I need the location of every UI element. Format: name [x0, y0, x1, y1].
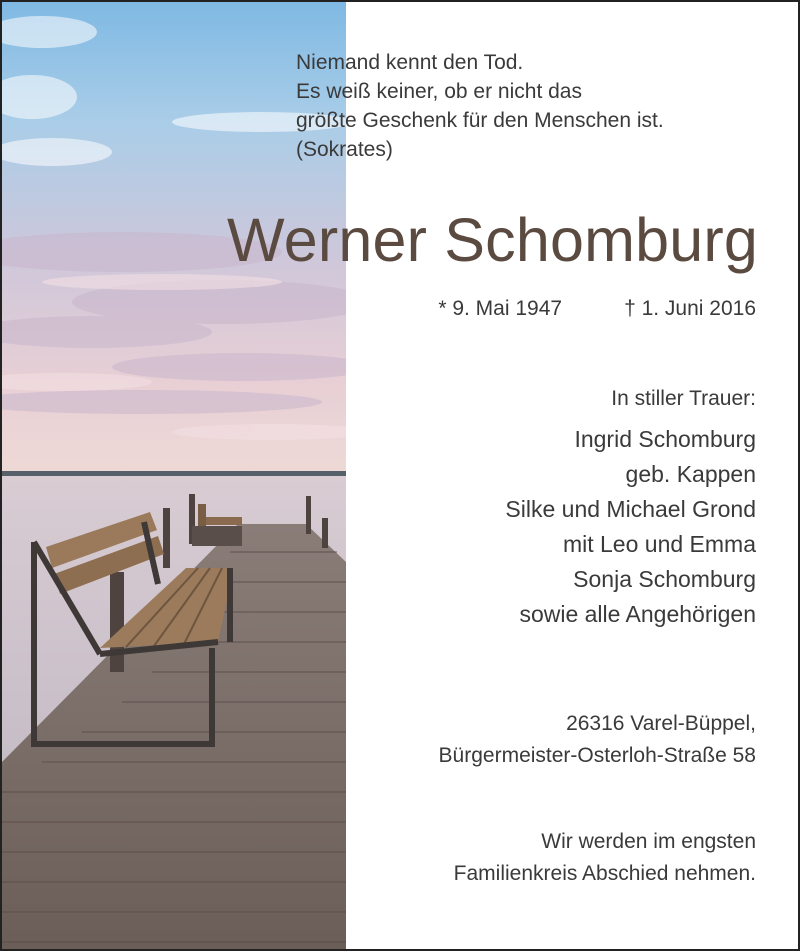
mourners-section — [316, 384, 756, 632]
deceased-name: Werner Schomburg — [227, 206, 758, 274]
closing-note — [316, 826, 756, 890]
quote-line: Es weiß keiner, ob er nicht das — [296, 80, 582, 103]
closing-line: Wir werden im engsten — [541, 830, 756, 853]
mourner-line: mit Leo und Emma — [562, 531, 756, 557]
mourner-line: Sonja Schomburg — [573, 566, 756, 592]
mourner-line: geb. Kappen — [625, 461, 756, 487]
mourners-heading: In stiller Trauer: — [611, 387, 756, 410]
jetty-lake-photo — [2, 2, 346, 949]
quote — [296, 48, 756, 164]
address-line: 26316 Varel-Büppel, — [566, 712, 756, 735]
quote-line: Niemand kennt den Tod. — [296, 51, 524, 74]
mourner-line: sowie alle Angehörigen — [519, 601, 756, 627]
closing-line: Familienkreis Abschied nehmen. — [453, 862, 756, 885]
quote-author: (Sokrates) — [296, 138, 393, 161]
life-dates — [438, 294, 756, 324]
mourner-line: Silke und Michael Grond — [505, 496, 756, 522]
quote-line: größte Geschenk für den Menschen ist. — [296, 109, 664, 132]
address-line: Bürgermeister-Osterloh-Straße 58 — [438, 744, 756, 767]
birth-date: * 9. Mai 1947 — [438, 297, 563, 320]
death-date: † 1. Juni 2016 — [624, 297, 756, 320]
mourner-line: Ingrid Schomburg — [574, 426, 756, 452]
address — [316, 708, 756, 772]
